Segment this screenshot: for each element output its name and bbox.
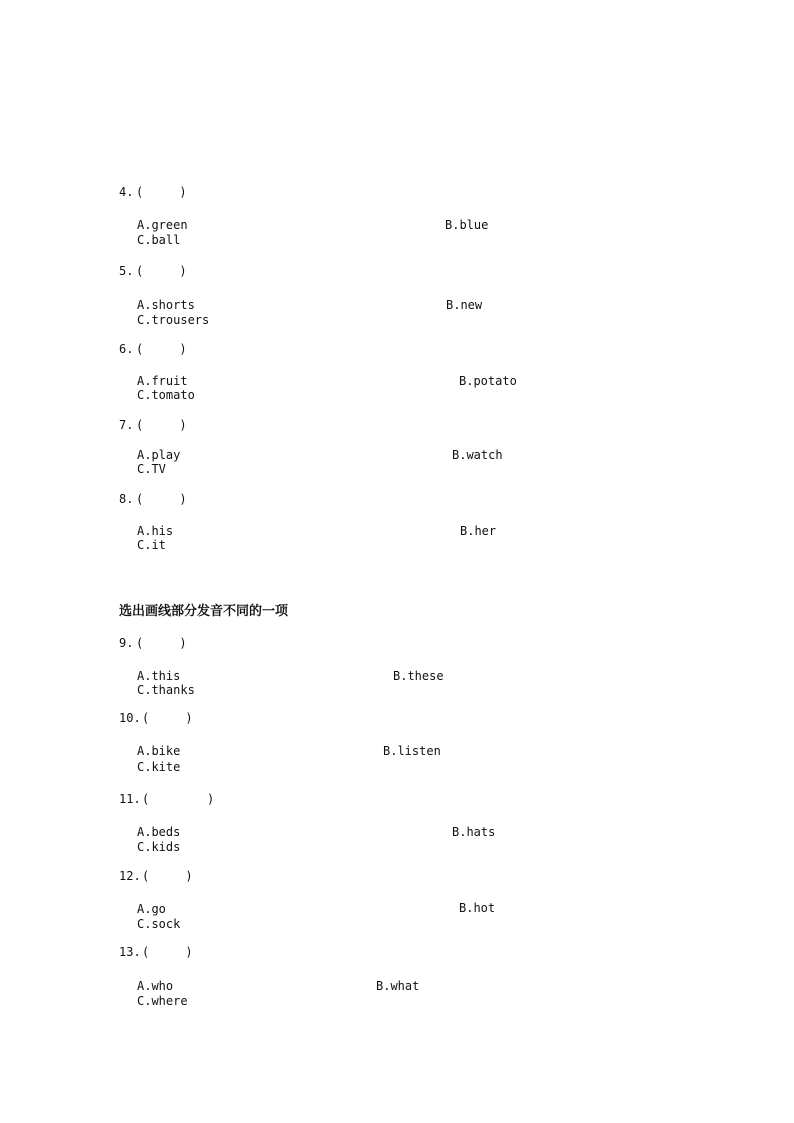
answer-blank: ( )	[136, 185, 187, 199]
answer-blank: ( )	[136, 418, 187, 432]
answer-blank: ( )	[142, 711, 193, 725]
option-b: B.hats	[452, 825, 496, 839]
option-a: A.beds	[137, 825, 181, 839]
answer-blank: ( )	[136, 636, 187, 650]
option-a: A.go	[137, 902, 166, 916]
option-a: A.this	[137, 669, 181, 683]
option-a: A.shorts	[137, 298, 195, 312]
option-c: C.kite	[137, 760, 181, 774]
option-b: B.her	[460, 524, 497, 538]
question-number: 10.	[119, 711, 141, 725]
question-number: 4.	[119, 185, 134, 199]
option-a: A.bike	[137, 744, 181, 758]
option-b: B.listen	[383, 744, 441, 758]
question-number: 8.	[119, 492, 134, 506]
option-b: B.blue	[445, 218, 489, 232]
section-heading: 选出画线部分发音不同的一项	[119, 604, 289, 619]
option-c: C.where	[137, 994, 188, 1008]
option-b: B.potato	[459, 374, 517, 388]
option-a: A.who	[137, 979, 174, 993]
option-c: C.ball	[137, 233, 181, 247]
option-a: A.green	[137, 218, 188, 232]
question-number: 9.	[119, 636, 134, 650]
option-b: B.new	[446, 298, 483, 312]
option-c: C.trousers	[137, 313, 210, 327]
option-c: C.TV	[137, 462, 166, 476]
option-c: C.thanks	[137, 683, 195, 697]
option-c: C.kids	[137, 840, 181, 854]
option-b: B.these	[393, 669, 444, 683]
option-a: A.fruit	[137, 374, 188, 388]
question-number: 5.	[119, 264, 134, 278]
option-c: C.it	[137, 538, 166, 552]
option-a: A.his	[137, 524, 174, 538]
question-number: 13.	[119, 945, 141, 959]
option-b: B.what	[376, 979, 420, 993]
question-number: 7.	[119, 418, 134, 432]
answer-blank: ( )	[142, 945, 193, 959]
answer-blank: ( )	[136, 492, 187, 506]
answer-blank: ( )	[136, 264, 187, 278]
option-b: B.watch	[452, 448, 503, 462]
answer-blank: ( )	[142, 792, 215, 806]
question-number: 11.	[119, 792, 141, 806]
option-b: B.hot	[459, 901, 496, 915]
answer-blank: ( )	[142, 869, 193, 883]
option-c: C.tomato	[137, 388, 195, 402]
question-number: 6.	[119, 342, 134, 356]
option-c: C.sock	[137, 917, 181, 931]
option-a: A.play	[137, 448, 181, 462]
question-number: 12.	[119, 869, 141, 883]
answer-blank: ( )	[136, 342, 187, 356]
